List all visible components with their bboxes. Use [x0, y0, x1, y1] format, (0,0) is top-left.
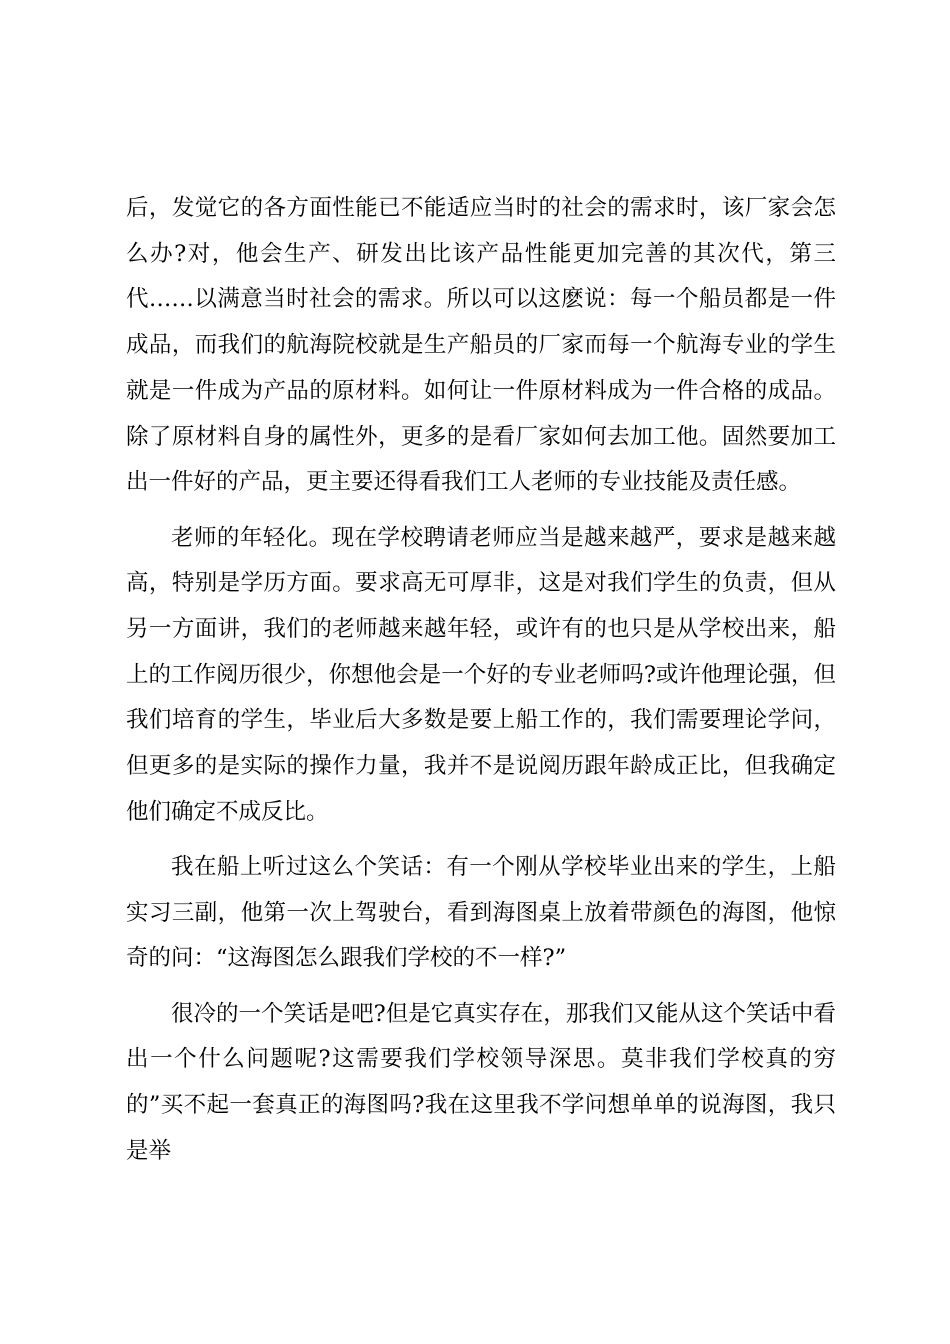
paragraph-continued: 后，发觉它的各方面性能已不能适应当时的社会的需求时，该厂家会怎么办?对，他会生产、研发出比该产品性能更加完善的其次代，第三代……以满意当时社会的需求。所以可以这麽说：每一个船员都是一件成品，而我们的航海院校就是生产船员的厂家而每一个航海专业的学生就是一件成为产品的原材料。如何让一件原材料成为一件合格的成品。除了原材料自身的属性外，更多的是看厂家如何去加工他。固然要加工出一件好的产品，更主要还得看我们工人老师的专业技能及责任感。	[126, 195, 836, 496]
body-text	[126, 186, 836, 1175]
paragraph-teacher-youth: 老师的年轻化。现在学校聘请老师应当是越来越严，要求是越来越高，特别是学历方面。要求高无可厚非，这是对我们学生的负责，但从另一方面讲，我们的老师越来越年轻，或许有的也只是从学校出来，船上的工作阅历很少，你想他会是一个好的专业老师吗?或许他理论强，但我们培育的学生，毕业后大多数是要上船工作的，我们需要理论学问，但更多的是实际的操作力量，我并不是说阅历跟年龄成正比，但我确定他们确定不成反比。	[126, 524, 836, 825]
paragraph-joke: 我在船上听过这么个笑话：有一个刚从学校毕业出来的学生，上船实习三副，他第一次上驾驶台，看到海图桌上放着带颜色的海图，他惊奇的问：“这海图怎么跟我们学校的不一样?”	[126, 854, 836, 972]
paragraph-reflection: 很冷的一个笑话是吧?但是它真实存在，那我们又能从这个笑话中看出一个什么问题呢?这需要我们学校领导深思。莫非我们学校真的穷的”买不起一套真正的海图吗?我在这里我不学问想单单的说海图，我只是举	[126, 1000, 836, 1164]
